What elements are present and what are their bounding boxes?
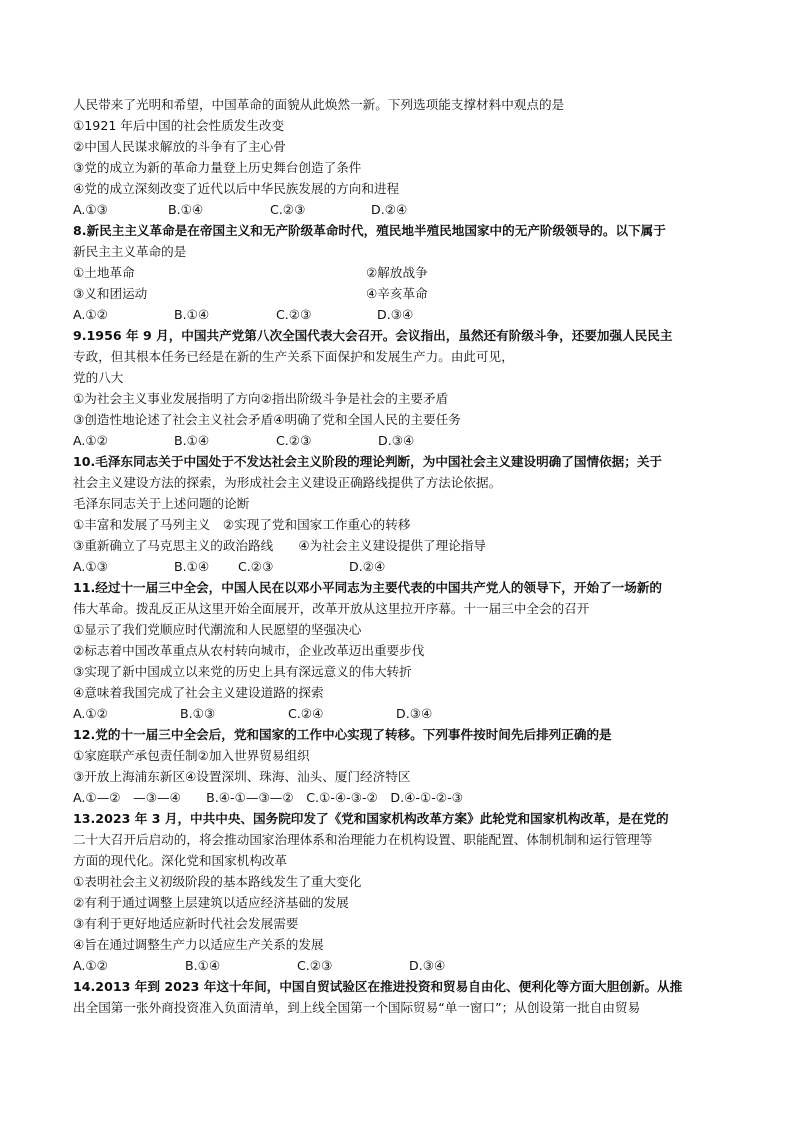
q13-stem-line-3: 方面的现代化。深化党和国家机构改革 <box>73 853 288 868</box>
q7-option-d[interactable]: D.②④ <box>371 202 408 217</box>
q13-option-d[interactable]: D.③④ <box>409 958 446 973</box>
q8-option-a[interactable]: A.①② <box>73 307 108 322</box>
q10-option-b[interactable]: B.①④ <box>174 559 210 574</box>
q10-option-a[interactable]: A.①③ <box>73 559 108 574</box>
q11-stem-line-1: 11.经过十一届三中全会，中国人民在以邓小平同志为主要代表的中国共产党人的领导下，开始了一场新的 <box>73 580 663 595</box>
q13-item-4: ④旨在通过调整生产力以适应生产关系的发展 <box>73 937 324 952</box>
q13-item-3: ③有利于更好地适应新时代社会发展需要 <box>73 916 299 931</box>
q9-items-row-2: ③创造性地论述了社会主义社会矛盾④明确了党和全国人民的主要任务 <box>73 412 461 427</box>
q10-option-c[interactable]: C.②③ <box>238 559 274 574</box>
q13-item-1: ①表明社会主义初级阶段的基本路线发生了重大变化 <box>73 874 362 889</box>
q12-options[interactable]: A.①—② —③—④ B.④-①—③—② C.①-④-③-② D.④-①-②-③ <box>73 790 463 805</box>
q9-stem-line-1: 9.1956 年 9 月，中国共产党第八次全国代表大会召开。会议指出，虽然还有阶级斗争，还要加强人民民主 <box>73 328 673 343</box>
q8-item-1: ①土地革命 <box>73 265 135 280</box>
q13-stem-line-1: 13.2023 年 3 月，中共中央、国务院印发了《党和国家机构改革方案》此轮党和国家机构改革，是在党的 <box>73 811 669 826</box>
q10-items-row-1: ①丰富和发展了马列主义 ②实现了党和国家工作重心的转移 <box>73 517 411 532</box>
q8-item-2: ②解放战争 <box>366 265 428 280</box>
q10-stem-line-1: 10.毛泽东同志关于中国处于不发达社会主义阶段的理论判断，为中国社会主义建设明确了国情依据；关于 <box>73 454 663 469</box>
q9-stem-line-2: 专政，但其根本任务已经是在新的生产关系下面保护和发展生产力。由此可见， <box>73 349 514 364</box>
q10-stem-line-2: 社会主义建设方法的探索，为形成社会主义建设正确路线提供了方法论依据。 <box>73 475 502 490</box>
q12-items-row-1: ①家庭联产承包责任制②加入世界贸易组织 <box>73 748 310 763</box>
q9-option-b[interactable]: B.①④ <box>174 433 210 448</box>
q11-item-2: ②标志着中国改革重点从农村转向城市，企业改革迈出重要步伐 <box>73 643 425 658</box>
q11-item-3: ③实现了新中国成立以来党的历史上具有深远意义的伟大转折 <box>73 664 412 679</box>
q7-item-3: ③党的成立为新的革命力量登上历史舞台创造了条件 <box>73 160 362 175</box>
q13-option-b[interactable]: B.①④ <box>185 958 221 973</box>
q7-item-2: ②中国人民谋求解放的斗争有了主心骨 <box>73 139 286 154</box>
q13-option-c[interactable]: C.②③ <box>297 958 333 973</box>
q13-option-a[interactable]: A.①② <box>73 958 108 973</box>
q10-stem-line-3: 毛泽东同志关于上述问题的论断 <box>73 496 250 511</box>
q10-option-d[interactable]: D.②④ <box>349 559 386 574</box>
q9-option-c[interactable]: C.②③ <box>276 433 312 448</box>
q9-items-row-1: ①为社会主义事业发展指明了方向②指出阶级斗争是社会的主要矛盾 <box>73 391 449 406</box>
q8-option-d[interactable]: D.③④ <box>377 307 414 322</box>
q14-stem-line-1: 14.2013 年到 2023 年这十年间，中国自贸试验区在推进投资和贸易自由化、便利化等方面大胆创新。从推 <box>73 979 683 994</box>
q10-items-row-2: ③重新确立了马克思主义的政治路线 ④为社会主义建设提供了理论指导 <box>73 538 486 553</box>
q11-item-1: ①显示了我们党顺应时代潮流和人民愿望的坚强决心 <box>73 622 362 637</box>
q11-item-4: ④意味着我国完成了社会主义建设道路的探索 <box>73 685 324 700</box>
q7-item-1: ①1921 年后中国的社会性质发生改变 <box>73 118 285 133</box>
q8-stem-line-2: 新民主主义革命的是 <box>73 244 187 259</box>
q7-option-c[interactable]: C.②③ <box>270 202 306 217</box>
q11-option-a[interactable]: A.①② <box>73 706 108 721</box>
q7-item-4: ④党的成立深刻改变了近代以后中华民族发展的方向和进程 <box>73 181 400 196</box>
q9-stem-line-3: 党的八大 <box>73 370 124 385</box>
q8-option-c[interactable]: C.②③ <box>276 307 312 322</box>
q12-items-row-2: ③开放上海浦东新区④设置深圳、珠海、汕头、厦门经济特区 <box>73 769 411 784</box>
q11-option-d[interactable]: D.③④ <box>396 706 433 721</box>
q13-stem-line-2: 二十大召开后启动的，将会推动国家治理体系和治理能力在机构设置、职能配置、体制机制和运行管理等 <box>73 832 653 847</box>
q8-stem-line-1: 8.新民主主义革命是在帝国主义和无产阶级革命时代，殖民地半殖民地国家中的无产阶级领导的。以下属于 <box>73 223 666 238</box>
q12-stem-line-1: 12.党的十一届三中全会后，党和国家的工作中心实现了转移。下列事件按时间先后排列正确的是 <box>73 727 612 742</box>
q8-item-4: ④辛亥革命 <box>366 286 428 301</box>
q11-option-c[interactable]: C.②④ <box>288 706 324 721</box>
q9-option-a[interactable]: A.①② <box>73 433 108 448</box>
q13-item-2: ②有利于通过调整上层建筑以适应经济基础的发展 <box>73 895 349 910</box>
q14-stem-line-2: 出全国第一张外商投资准入负面清单，到上线全国第一个国际贸易“单一窗口”；从创设第一批自由贸易 <box>73 1000 641 1015</box>
q7-option-b[interactable]: B.①④ <box>168 202 204 217</box>
q7-option-a[interactable]: A.①③ <box>73 202 108 217</box>
q8-item-3: ③义和团运动 <box>73 286 148 301</box>
q7-stem-tail: 人民带来了光明和希望，中国革命的面貌从此焕然一新。下列选项能支撑材料中观点的是 <box>73 97 565 112</box>
q8-option-b[interactable]: B.①④ <box>174 307 210 322</box>
q11-option-b[interactable]: B.①③ <box>180 706 216 721</box>
q11-stem-line-2: 伟大革命。拨乱反正从这里开始全面展开，改革开放从这里拉开序幕。十一届三中全会的召开 <box>73 601 590 616</box>
q9-option-d[interactable]: D.③④ <box>378 433 415 448</box>
